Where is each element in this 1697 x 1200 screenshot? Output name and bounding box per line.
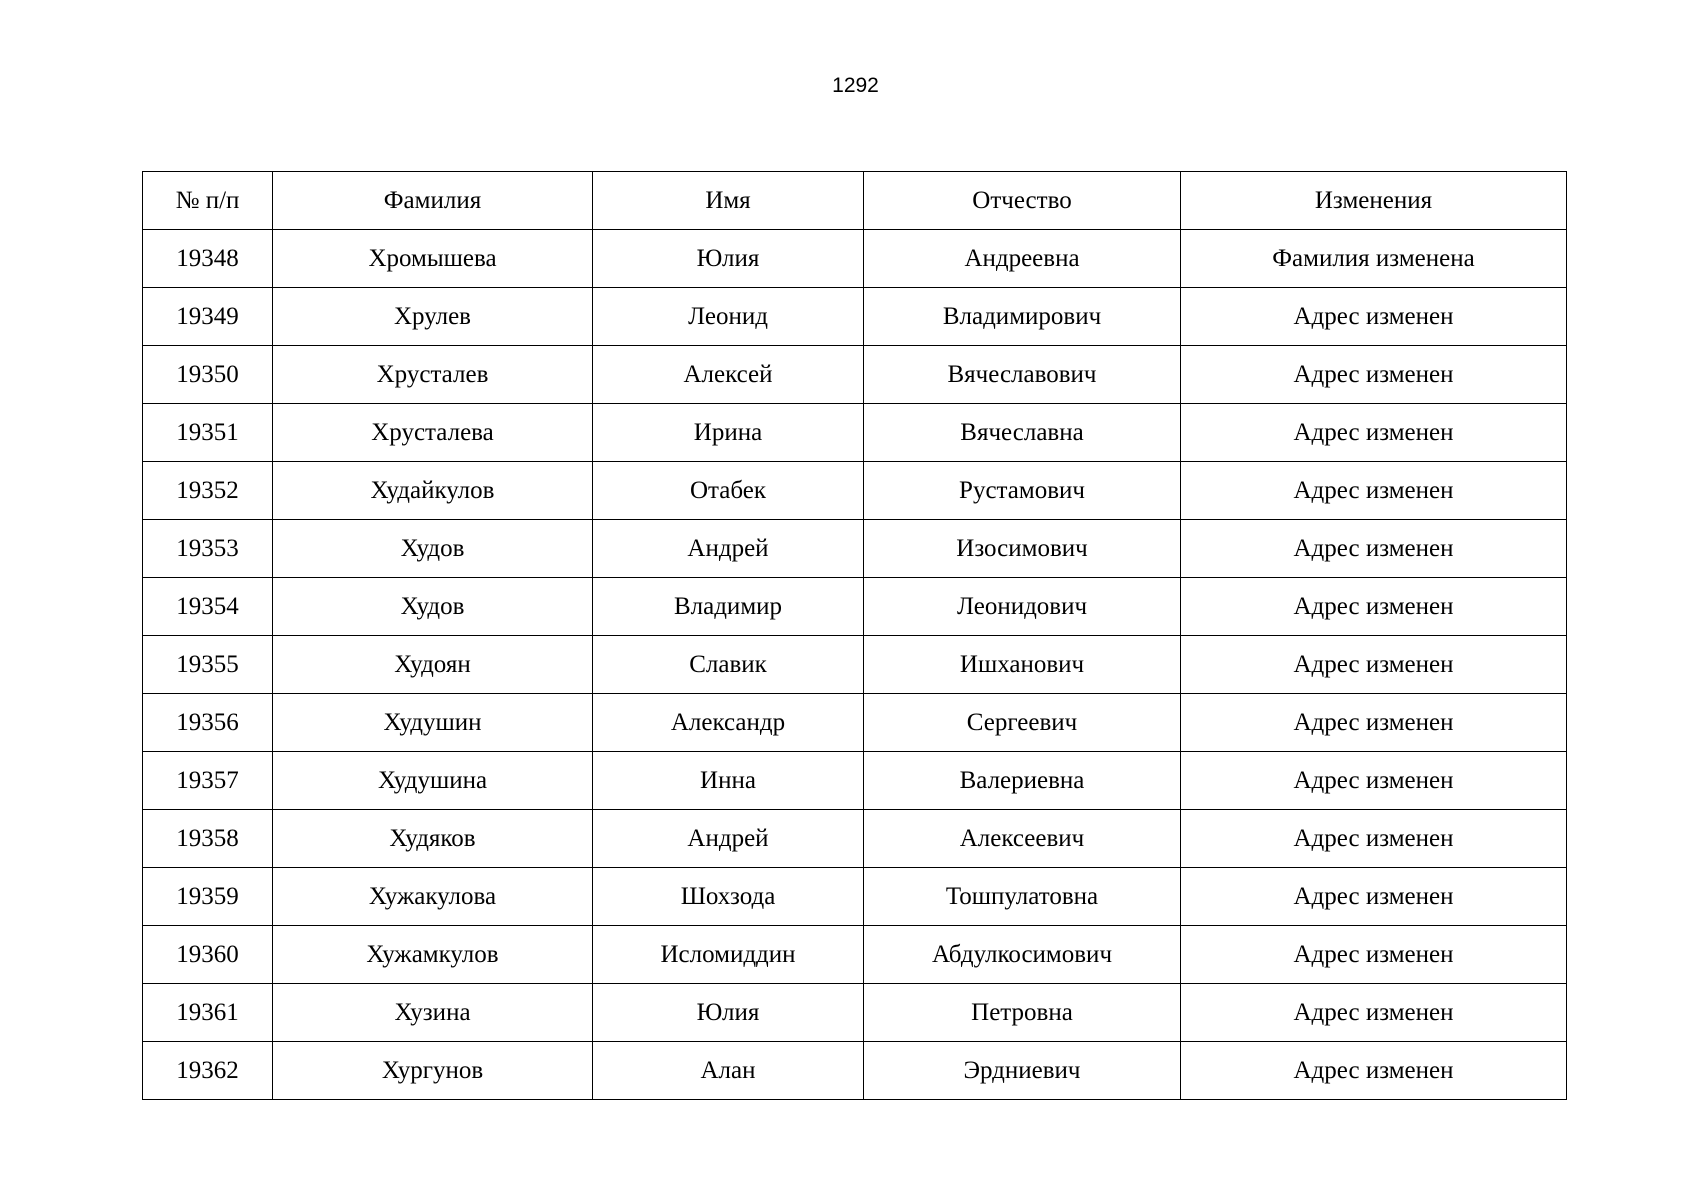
table-row: [143, 636, 1567, 694]
patronymic-cell: Вячеславович: [864, 346, 1181, 404]
change-cell: Адрес изменен: [1181, 810, 1567, 868]
surname-cell: Худушина: [273, 752, 593, 810]
change-cell: Адрес изменен: [1181, 752, 1567, 810]
surname-cell: Худов: [273, 520, 593, 578]
table-header: [143, 172, 1567, 230]
patronymic-cell: Петровна: [864, 984, 1181, 1042]
page-number: 1292: [832, 74, 879, 97]
first-name-cell: Леонид: [593, 288, 864, 346]
first-name-cell: Алан: [593, 1042, 864, 1100]
change-cell: Адрес изменен: [1181, 926, 1567, 984]
first-name-cell: Шохзода: [593, 868, 864, 926]
surname-cell: Хрусталева: [273, 404, 593, 462]
table-body: [143, 230, 1567, 1100]
patronymic-cell: Леонидович: [864, 578, 1181, 636]
row-number: 19361: [143, 984, 273, 1042]
row-number: 19348: [143, 230, 273, 288]
row-number: 19352: [143, 462, 273, 520]
change-cell: Фамилия изменена: [1181, 230, 1567, 288]
table-row: [143, 288, 1567, 346]
table-row: [143, 752, 1567, 810]
change-cell: Адрес изменен: [1181, 636, 1567, 694]
surname-cell: Худов: [273, 578, 593, 636]
row-number: 19354: [143, 578, 273, 636]
patronymic-cell: Тошпулатовна: [864, 868, 1181, 926]
change-cell: Адрес изменен: [1181, 404, 1567, 462]
patronymic-cell: Сергеевич: [864, 694, 1181, 752]
surname-cell: Худоян: [273, 636, 593, 694]
first-name-cell: Андрей: [593, 520, 864, 578]
table-row: [143, 1042, 1567, 1100]
table-row: [143, 926, 1567, 984]
change-cell: Адрес изменен: [1181, 984, 1567, 1042]
change-cell: Адрес изменен: [1181, 694, 1567, 752]
first-name-cell: Инна: [593, 752, 864, 810]
patronymic-cell: Абдулкосимович: [864, 926, 1181, 984]
patronymic-cell: Андреевна: [864, 230, 1181, 288]
patronymic-cell: Эрдниевич: [864, 1042, 1181, 1100]
surname-cell: Хрулев: [273, 288, 593, 346]
change-cell: Адрес изменен: [1181, 1042, 1567, 1100]
table-row: [143, 868, 1567, 926]
column-header-first-name: Имя: [593, 172, 864, 230]
patronymic-cell: Ишханович: [864, 636, 1181, 694]
row-number: 19362: [143, 1042, 273, 1100]
first-name-cell: Алексей: [593, 346, 864, 404]
table-row: [143, 346, 1567, 404]
row-number: 19355: [143, 636, 273, 694]
row-number: 19349: [143, 288, 273, 346]
surname-cell: Хузина: [273, 984, 593, 1042]
first-name-cell: Исломиддин: [593, 926, 864, 984]
table-row: [143, 810, 1567, 868]
change-cell: Адрес изменен: [1181, 520, 1567, 578]
row-number: 19359: [143, 868, 273, 926]
change-cell: Адрес изменен: [1181, 288, 1567, 346]
surname-cell: Худайкулов: [273, 462, 593, 520]
patronymic-cell: Изосимович: [864, 520, 1181, 578]
first-name-cell: Славик: [593, 636, 864, 694]
first-name-cell: Андрей: [593, 810, 864, 868]
column-header-changes: Изменения: [1181, 172, 1567, 230]
table-row: [143, 694, 1567, 752]
patronymic-cell: Владимирович: [864, 288, 1181, 346]
surname-cell: Хромышева: [273, 230, 593, 288]
row-number: 19357: [143, 752, 273, 810]
table-row: [143, 230, 1567, 288]
header-row: [143, 172, 1567, 230]
change-cell: Адрес изменен: [1181, 868, 1567, 926]
surname-cell: Хургунов: [273, 1042, 593, 1100]
row-number: 19360: [143, 926, 273, 984]
first-name-cell: Ирина: [593, 404, 864, 462]
row-number: 19351: [143, 404, 273, 462]
change-cell: Адрес изменен: [1181, 578, 1567, 636]
table-row: [143, 520, 1567, 578]
change-cell: Адрес изменен: [1181, 462, 1567, 520]
patronymic-cell: Рустамович: [864, 462, 1181, 520]
surname-cell: Хужакулова: [273, 868, 593, 926]
surname-cell: Хрусталев: [273, 346, 593, 404]
first-name-cell: Юлия: [593, 984, 864, 1042]
patronymic-cell: Валериевна: [864, 752, 1181, 810]
table-row: [143, 984, 1567, 1042]
first-name-cell: Юлия: [593, 230, 864, 288]
column-header-number: № п/п: [143, 172, 273, 230]
surname-cell: Хужамкулов: [273, 926, 593, 984]
row-number: 19356: [143, 694, 273, 752]
patronymic-cell: Вячеславна: [864, 404, 1181, 462]
first-name-cell: Александр: [593, 694, 864, 752]
registry-table: [142, 171, 1567, 1100]
surname-cell: Худяков: [273, 810, 593, 868]
column-header-surname: Фамилия: [273, 172, 593, 230]
surname-cell: Худушин: [273, 694, 593, 752]
table-row: [143, 462, 1567, 520]
row-number: 19358: [143, 810, 273, 868]
row-number: 19350: [143, 346, 273, 404]
table-row: [143, 578, 1567, 636]
patronymic-cell: Алексеевич: [864, 810, 1181, 868]
first-name-cell: Владимир: [593, 578, 864, 636]
column-header-patronymic: Отчество: [864, 172, 1181, 230]
first-name-cell: Отабек: [593, 462, 864, 520]
row-number: 19353: [143, 520, 273, 578]
table-row: [143, 404, 1567, 462]
change-cell: Адрес изменен: [1181, 346, 1567, 404]
